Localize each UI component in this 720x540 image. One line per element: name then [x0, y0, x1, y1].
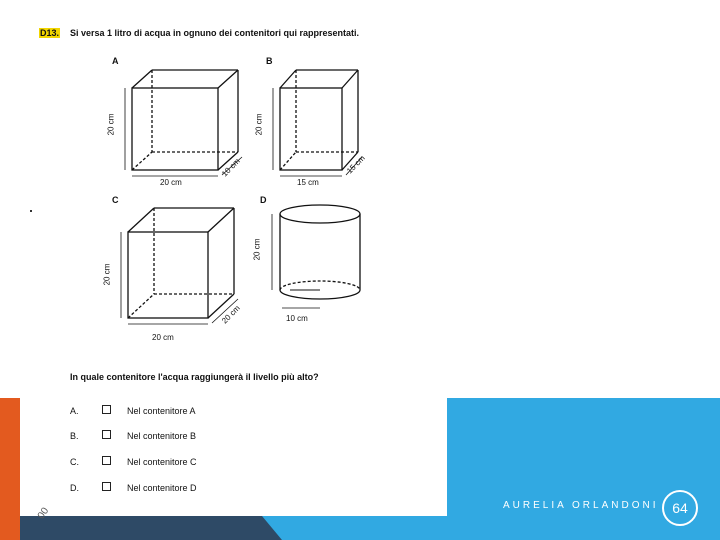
container-c-height: 20 cm: [102, 263, 112, 286]
container-a-shape: [125, 70, 242, 176]
container-a-width: 20 cm: [160, 178, 182, 187]
option-checkbox[interactable]: [102, 430, 111, 439]
container-b-height: 20 cm: [254, 113, 264, 136]
container-d-shape: [272, 205, 360, 308]
container-a-label: A: [112, 56, 119, 66]
option-text: Nel contenitore D: [127, 483, 197, 493]
container-c-depth: 20 cm: [220, 303, 242, 326]
container-b-width: 15 cm: [297, 178, 319, 187]
option-checkbox[interactable]: [102, 456, 111, 465]
option-letter: B.: [70, 431, 79, 441]
container-c-label: C: [112, 195, 119, 205]
option-letter: C.: [70, 457, 79, 467]
question-id: D13.: [40, 28, 60, 38]
option-text: Nel contenitore C: [127, 457, 197, 467]
question-text: Si versa 1 litro di acqua in ognuno dei contenitori qui rappresentati.: [70, 28, 360, 38]
container-b-shape: [273, 70, 362, 176]
option-text: Nel contenitore B: [127, 431, 197, 441]
corner-text: 00: [35, 505, 52, 522]
container-d-height: 20 cm: [252, 238, 262, 261]
container-c-shape: [121, 208, 238, 324]
option-checkbox[interactable]: [102, 405, 111, 414]
container-a-depth: 10 cm: [220, 156, 242, 179]
page-number: 64: [662, 490, 698, 526]
option-letter: A.: [70, 406, 79, 416]
option-checkbox[interactable]: [102, 482, 111, 491]
container-d-label: D: [260, 195, 267, 205]
container-b-label: B: [266, 56, 273, 66]
container-a-height: 20 cm: [106, 113, 116, 136]
footer-author: AURELIA ORLANDONI: [503, 500, 659, 511]
container-d-diameter: 10 cm: [286, 314, 308, 323]
container-c-width: 20 cm: [152, 333, 174, 342]
option-text: Nel contenitore A: [127, 406, 196, 416]
option-letter: D.: [70, 483, 79, 493]
container-b-depth: 15 cm: [345, 153, 367, 176]
sub-question: In quale contenitore l'acqua raggiungerà il livello più alto?: [70, 372, 319, 382]
